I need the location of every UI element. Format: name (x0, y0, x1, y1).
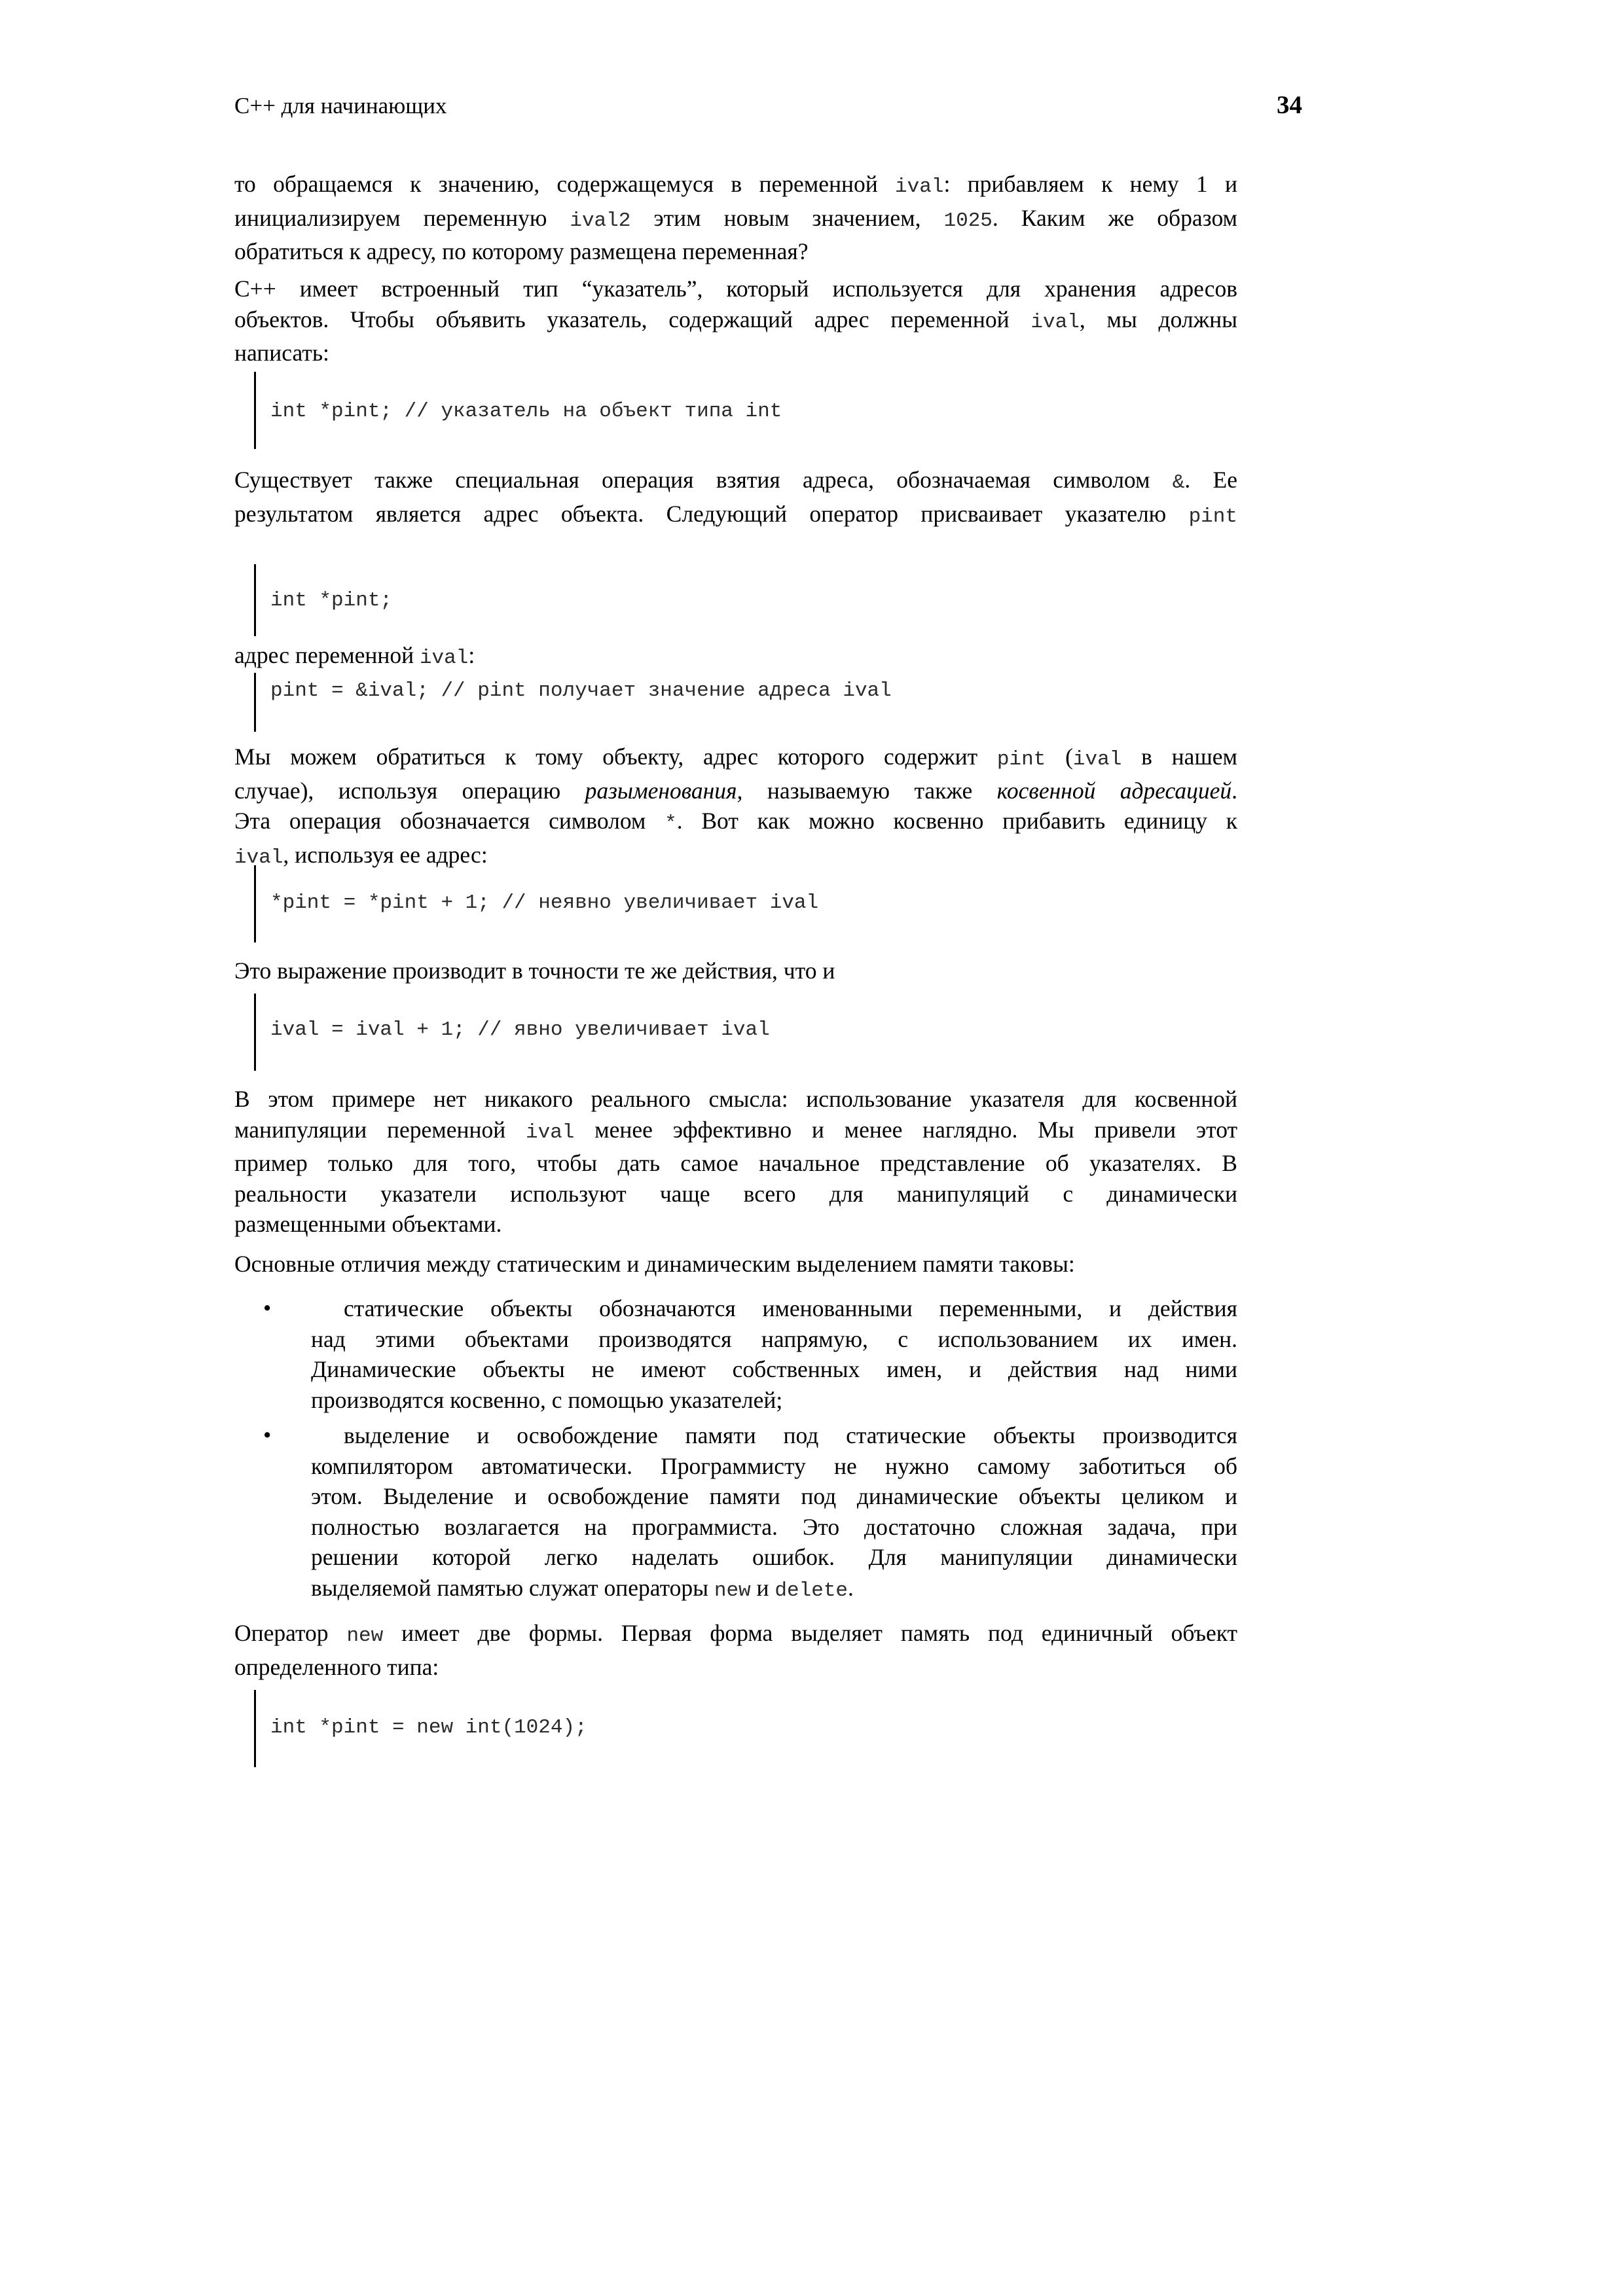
text-run: случае), используя операцию (234, 777, 585, 804)
text-line: определенного типа: (234, 1653, 439, 1680)
text-run: . (848, 1574, 854, 1601)
text-run: , мы должны (1079, 306, 1237, 332)
paragraph-6 (234, 956, 1237, 986)
text-line (234, 1115, 1237, 1149)
inline-code: new (346, 1624, 384, 1647)
text-run: выделяемой памятью служат операторы (311, 1574, 714, 1601)
text-line (234, 203, 1237, 237)
text-line (234, 776, 1237, 806)
text-line: этом. Выделение и освобождение памяти под динамические объекты целиком и (311, 1483, 1237, 1509)
text-line: написать: (234, 340, 329, 366)
text-run: имеет две формы. Первая форма выделяет память под единичный объект (383, 1620, 1237, 1646)
code-line: int *pint = new int(1024); (270, 1716, 587, 1739)
paragraph-4 (234, 640, 1237, 674)
text-line (234, 806, 1237, 840)
paragraph-3 (234, 465, 1237, 532)
inline-code: ival2 (570, 209, 631, 232)
text-line (234, 304, 1237, 338)
paragraph-2 (234, 274, 1237, 368)
code-line: ival = ival + 1; // явно увеличивает ival (270, 1018, 770, 1041)
text-line (234, 742, 1237, 776)
inline-code: ival (1072, 748, 1122, 771)
code-block-1 (254, 372, 782, 449)
text-run: Оператор (234, 1620, 347, 1646)
inline-code: * (665, 812, 677, 835)
text-line: реальности указатели используют чаще всего для манипуляций с динамически (234, 1180, 1237, 1207)
running-header-title: C++ для начинающих (234, 93, 447, 118)
text-line: В этом примере нет никакого реального смысла: использование указателя для косвенной (234, 1086, 1237, 1112)
inline-code: new (714, 1579, 751, 1602)
text-line (234, 640, 1237, 674)
text-line (311, 1573, 1237, 1607)
text-run: инициализируем переменную (234, 204, 570, 231)
text-run: Эта операция обозначается символом (234, 808, 665, 834)
text-run: : прибавляем к нему 1 и (943, 171, 1237, 197)
inline-code: pint (996, 748, 1046, 771)
inline-code: ival (1030, 310, 1080, 334)
text-line: компилятором автоматически. Программисту не нужно самому заботиться об (311, 1452, 1237, 1479)
text-line: обратиться к адресу, по которому размещена переменная? (234, 238, 809, 264)
code-block-3 (254, 673, 892, 732)
bullet-item-2 (234, 1420, 1237, 1605)
text-run: : (468, 642, 475, 668)
text-run: адрес переменной (234, 642, 420, 668)
text-line: размещенными объектами. (234, 1211, 502, 1237)
paragraph-5 (234, 742, 1237, 873)
text-run: и (750, 1574, 775, 1601)
code-block-2 (254, 564, 393, 636)
code-block-6 (254, 1690, 587, 1767)
inline-code: ival (419, 647, 469, 670)
inline-code: delete (775, 1579, 848, 1602)
text-run: менее эффективно и менее наглядно. Мы привели этот (574, 1116, 1237, 1143)
text-line (234, 465, 1237, 499)
code-line: pint = &ival; // pint получает значение адреса ival (270, 679, 892, 702)
text-run: . Ее (1184, 467, 1237, 493)
code-line: int *pint; (270, 589, 393, 612)
text-run: то обращаемся к значению, содержащемуся в переменной (234, 171, 896, 197)
text-line: выделение и освобождение памяти под статические объекты производится (344, 1422, 1237, 1448)
text-line: Динамические объекты не имеют собственных имен, и действия над ними (311, 1356, 1237, 1382)
italic-term: разыменования, (585, 777, 743, 804)
inline-code: ival (895, 175, 944, 198)
inline-code: ival (525, 1121, 575, 1144)
code-line: int *pint; // указатель на объект типа int (270, 400, 782, 423)
text-line (234, 1618, 1237, 1652)
text-line: Это выражение производит в точности те же действия, что и (234, 958, 835, 984)
text-run: Мы можем обратиться к тому объекту, адрес которого содержит (234, 744, 997, 770)
text-run: в нашем (1122, 744, 1237, 770)
text-line: полностью возлагается на программиста. Это достаточно сложная задача, при (311, 1513, 1237, 1540)
italic-term: косвенной адресацией (996, 777, 1232, 804)
text-run: . Каким же образом (992, 204, 1237, 231)
text-line: производятся косвенно, с помощью указателей; (311, 1386, 783, 1413)
bullet-text (311, 1420, 1237, 1606)
bullet-marker: • (263, 1295, 272, 1321)
text-run: . (1231, 777, 1237, 804)
bullet-marker: • (263, 1422, 272, 1448)
text-run: ( (1046, 744, 1073, 770)
text-line (234, 499, 1237, 533)
text-line: статические объекты обозначаются именованными переменными, и действия (344, 1295, 1237, 1321)
inline-code: pint (1188, 505, 1237, 528)
bullet-item-1 (234, 1293, 1237, 1418)
text-run: этим новым значением, (630, 204, 944, 231)
page-number: 34 (1277, 91, 1302, 119)
text-line: над этими объектами производятся напрямую, с использованием их имен. (311, 1325, 1237, 1352)
inline-code: & (1172, 471, 1185, 494)
inline-code: 1025 (943, 209, 993, 232)
text-line (234, 169, 1237, 203)
code-line: *pint = *pint + 1; // неявно увеличивает ival (270, 891, 819, 914)
text-run: объектов. Чтобы объявить указатель, содержащий адрес переменной (234, 306, 1031, 332)
text-run: , используя ее адрес: (283, 841, 488, 868)
text-run: Существует также специальная операция взятия адреса, обозначаемая символом (234, 467, 1173, 493)
text-line (234, 840, 1237, 874)
text-line: пример только для того, чтобы дать самое начальное представление об указателях. В (234, 1150, 1237, 1176)
text-run: называемую также (742, 777, 997, 804)
text-run: манипуляции переменной (234, 1116, 526, 1143)
inline-code: ival (234, 846, 283, 869)
text-run: . Вот как можно косвенно прибавить единицу к (676, 808, 1237, 834)
code-block-5 (254, 994, 770, 1071)
text-run: результатом является адрес объекта. Следующий оператор присваивает указателю (234, 500, 1189, 527)
bullet-text (311, 1293, 1237, 1415)
paragraph-8 (234, 1249, 1237, 1280)
paragraph-1 (234, 169, 1237, 267)
text-line: Основные отличия между статическим и динамическим выделением памяти таковы: (234, 1251, 1075, 1277)
paragraph-9 (234, 1618, 1237, 1682)
text-line: С++ имеет встроенный тип “указатель”, который используется для хранения адресов (234, 276, 1237, 302)
code-block-4 (254, 865, 819, 942)
text-line: решении которой легко наделать ошибок. Для манипуляции динамически (311, 1544, 1237, 1570)
paragraph-7 (234, 1084, 1237, 1240)
